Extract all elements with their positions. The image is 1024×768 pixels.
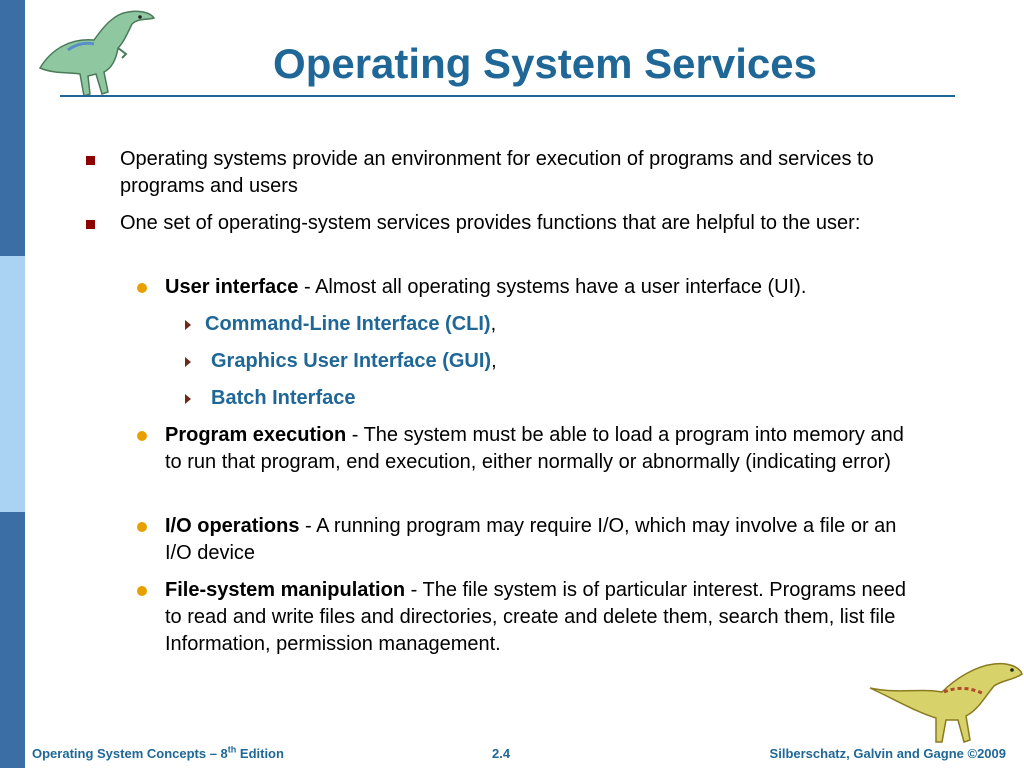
round-bullet-icon [137, 522, 147, 532]
side-strip-middle [0, 256, 25, 512]
bullet-text: Graphics User Interface (GUI) [211, 350, 492, 372]
bullet-label: I/O operations [165, 515, 300, 537]
bullet-text: Operating systems provide an environment for execution of programs and services to programs and users [120, 148, 874, 197]
bullet-text: - A running program may require I/O, which may involve a file or an I/O device [165, 515, 897, 564]
footer-title-text: Operating System Concepts – 8 [32, 746, 228, 761]
arrow-bullet-icon [185, 320, 191, 330]
round-bullet-icon [137, 283, 147, 293]
square-bullet-icon [86, 156, 95, 165]
bullet-environment [120, 146, 920, 200]
bullet-file-system [165, 577, 925, 658]
bullet-text: - The file system is of particular interest. Programs need to read and write files and directories, create and delete them, search them, list file Information, permission management. [165, 579, 906, 655]
bullet-gui: Graphics User Interface (GUI), [211, 348, 911, 375]
dinosaur-icon [32, 8, 160, 100]
round-bullet-icon [137, 586, 147, 596]
bullet-label: User interface [165, 276, 299, 298]
bullet-program-execution [165, 422, 925, 476]
bullet-services [120, 210, 920, 237]
side-strip-bottom [0, 512, 25, 768]
bullet-cli: Command-Line Interface (CLI), [205, 311, 905, 338]
arrow-bullet-icon [185, 357, 191, 367]
bullet-text: One set of operating-system services provides functions that are helpful to the user: [120, 212, 861, 234]
round-bullet-icon [137, 431, 147, 441]
dinosaur-icon [866, 658, 1024, 748]
title-divider [60, 95, 955, 97]
footer-title-sup: th [227, 744, 237, 755]
bullet-text: - The system must be able to load a program into memory and to run that program, end execution, either normally or abnormally (indicating error) [165, 424, 904, 473]
page-number: 2.4 [492, 746, 511, 761]
bullet-label: Program execution [165, 424, 347, 446]
bullet-io-operations [165, 513, 925, 567]
footer-book-title [32, 746, 284, 761]
bullet-label: File-system manipulation [165, 579, 406, 601]
slide-title: Operating System Services [273, 40, 817, 87]
side-strip-top [0, 0, 25, 256]
footer-authors: Silberschatz, Galvin and Gagne ©2009 [769, 746, 1006, 761]
bullet-user-interface [165, 274, 925, 301]
bullet-text: - Almost all operating systems have a user interface (UI). [298, 276, 807, 298]
bullet-text: Command-Line Interface (CLI) [205, 313, 491, 335]
footer-title-suffix: Edition [236, 746, 284, 761]
arrow-bullet-icon [185, 394, 191, 404]
bullet-batch [211, 385, 911, 412]
bullet-text: Batch Interface [211, 387, 356, 409]
square-bullet-icon [86, 220, 95, 229]
